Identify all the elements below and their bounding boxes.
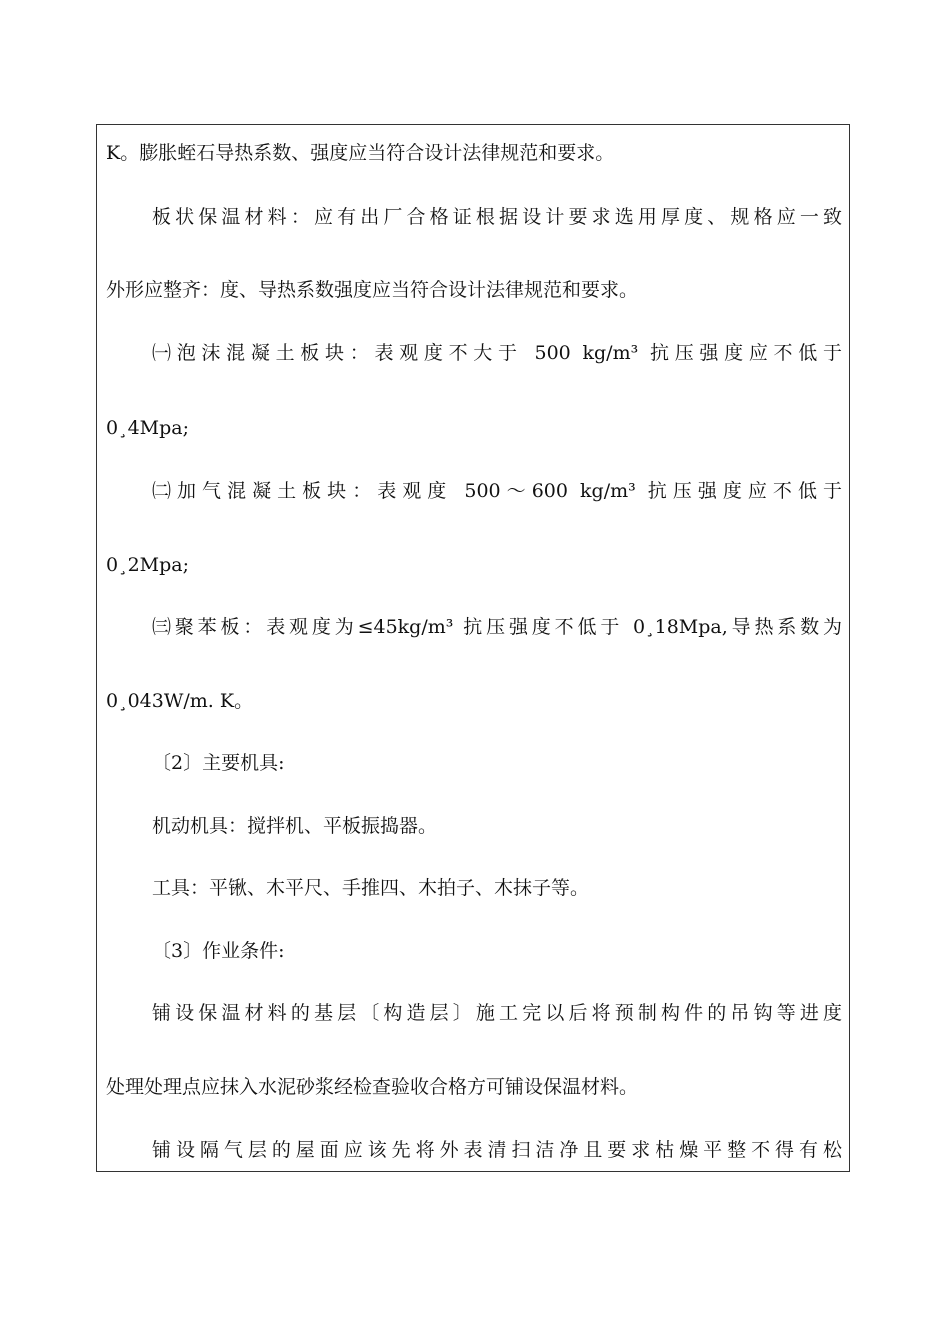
text-line: 0¸043W/m. K。 <box>106 690 254 712</box>
text-line: 0¸4Mpa; <box>106 417 190 439</box>
text-line: 处理处理点应抹入水泥砂浆经检查验收合格方可铺设保温材料。 <box>106 1076 639 1098</box>
text-line: 工具：平锹、木平尺、手推四、木拍子、木抹子等。 <box>152 877 590 899</box>
text-line: 外形应整齐：度、导热系数强度应当符合设计法律规范和要求。 <box>106 279 639 301</box>
text-line: 0¸2Mpa; <box>106 554 190 576</box>
text-line: 板状保温材料：应有出厂合格证根据设计要求选用厚度、规格应一致 <box>152 206 842 228</box>
text-line: ㈡加气混凝土板块：表观度 500～600 kg/m³ 抗压强度应不低于 <box>152 480 842 502</box>
text-line: 铺设保温材料的基层〔构造层〕施工完以后将预制构件的吊钩等进度 <box>152 1002 842 1024</box>
text-line: K。膨胀蛭石导热系数、强度应当符合设计法律规范和要求。 <box>106 142 615 164</box>
text-line: 机动机具：搅拌机、平板振捣器。 <box>152 815 438 837</box>
section-heading: 〔3〕作业条件: <box>152 940 285 962</box>
text-line: ㈢聚苯板：表观度为≤45kg/m³ 抗压强度不低于 0¸18Mpa,导热系数为 <box>152 616 842 638</box>
text-line: ㈠泡沫混凝土板块：表观度不大于 500 kg/m³ 抗压强度应不低于 <box>152 342 842 364</box>
section-heading: 〔2〕主要机具: <box>152 752 285 774</box>
text-line: 铺设隔气层的屋面应该先将外表清扫洁净且要求枯燥平整不得有松 <box>152 1139 842 1161</box>
